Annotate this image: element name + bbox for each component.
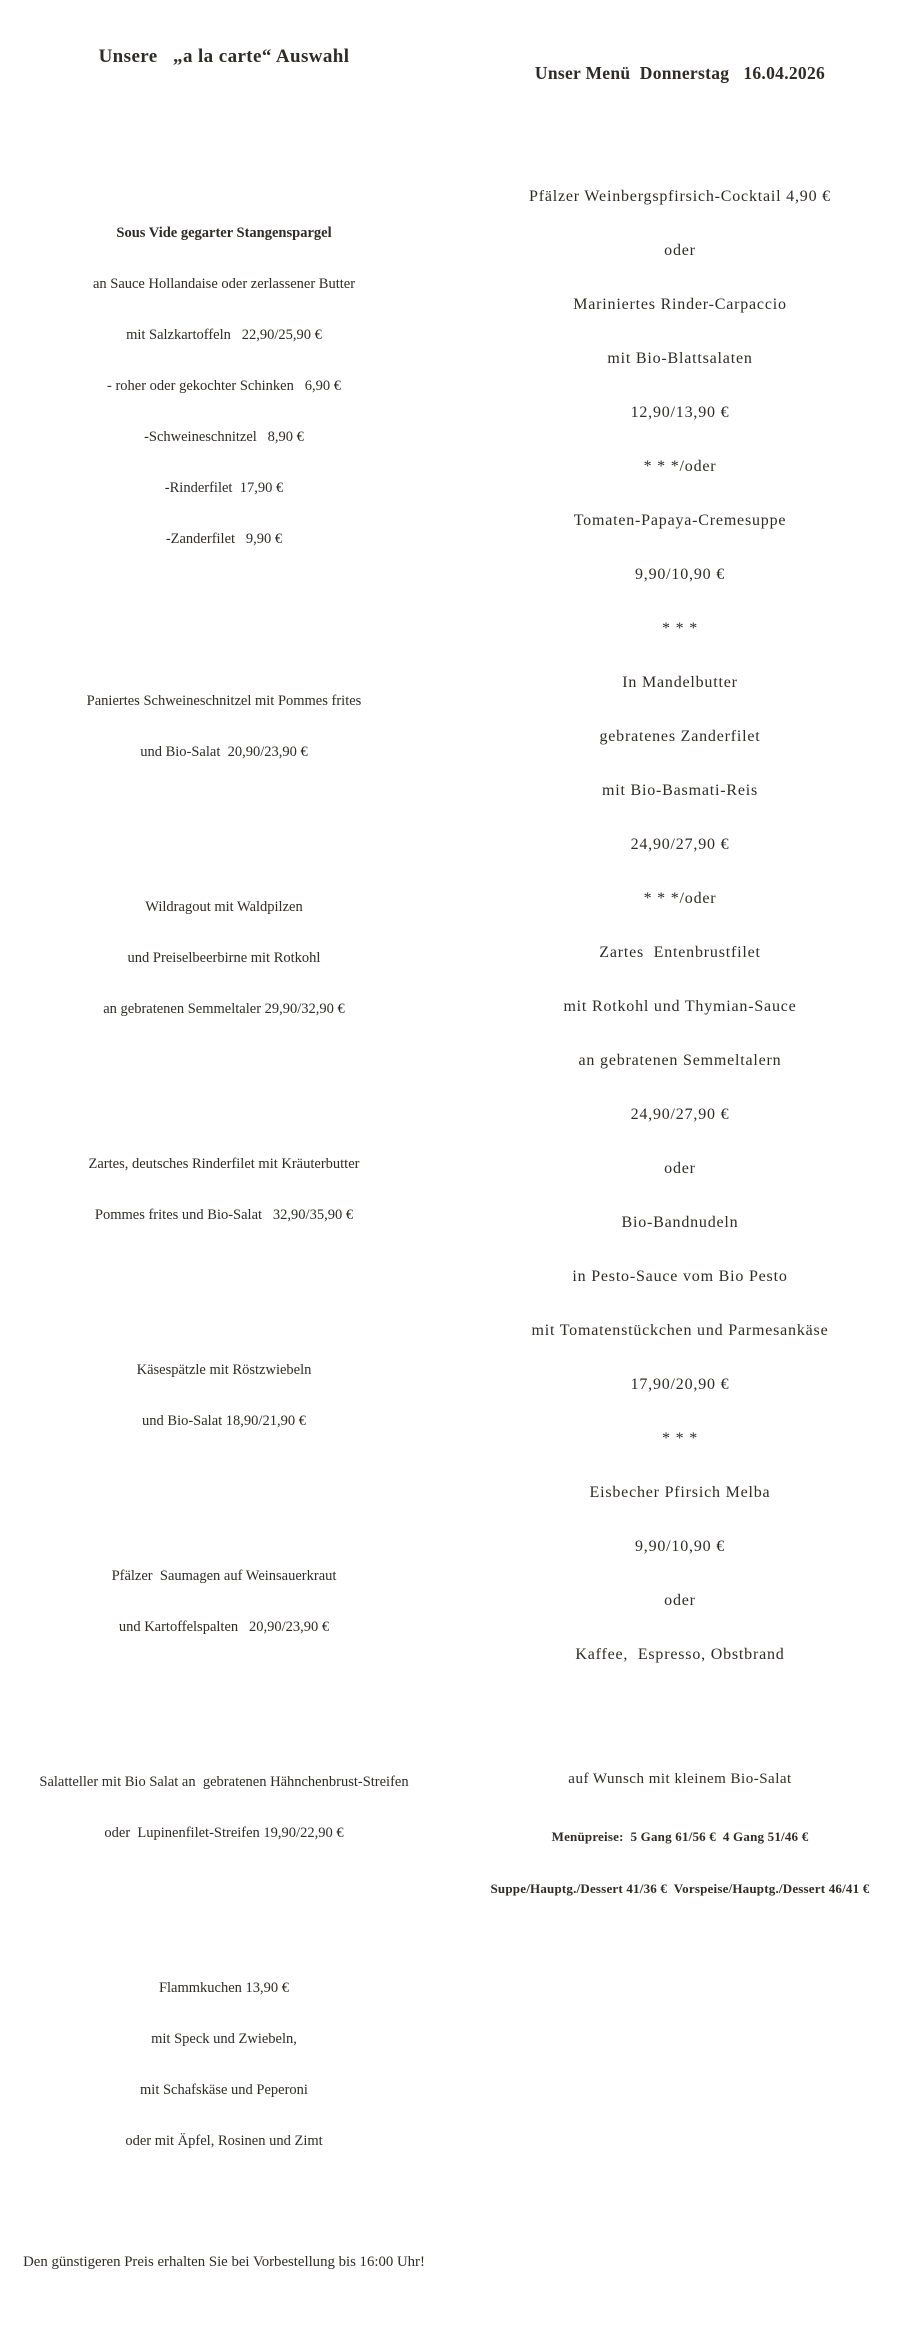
menu-line: -Zanderfilet 9,90 € (165, 531, 283, 547)
dish-name: Sous Vide gegarter Stangenspargel (116, 225, 332, 241)
menu-prices-line: Menüpreise: 5 Gang 61/56 € 4 Gang 51/46 € (551, 1829, 809, 1844)
menu-line: an gebratenen Semmeltaler 29,90/32,90 € (103, 1001, 345, 1017)
menu-line: Bio-Bandnudeln (621, 1214, 739, 1231)
menu-line: mit Speck und Zwiebeln, (151, 2031, 297, 2047)
menu-line: und Kartoffelspalten 20,90/23,90 € (118, 1619, 330, 1635)
menu-line: oder (664, 1592, 696, 1609)
dish-block-kaesespaetzle (0, 1328, 448, 1464)
daily-menu-body (460, 152, 900, 1700)
menu-line: 24,90/27,90 € (630, 836, 730, 853)
course-separator: * * */oder (643, 458, 717, 475)
a-la-carte-column (0, 0, 448, 2341)
menu-line: Pfälzer Weinbergspfirsich-Cocktail 4,90 € (529, 188, 831, 205)
dish-block-wildragout (0, 865, 448, 1052)
menu-line: Wildragout mit Waldpilzen (145, 899, 303, 915)
menu-line: Zartes Entenbrustfilet (599, 944, 761, 961)
menu-line: in Pesto-Sauce vom Bio Pesto (572, 1268, 788, 1285)
menu-line: und Bio-Salat 20,90/23,90 € (140, 744, 308, 760)
menu-line: 9,90/10,90 € (634, 566, 726, 583)
daily-menu-column (460, 0, 900, 1933)
menu-line: -Rinderfilet 17,90 € (164, 480, 284, 496)
menu-line: Zartes, deutsches Rinderfilet mit Kräuterbutter (88, 1156, 360, 1172)
menu-line: Pommes frites und Bio-Salat 32,90/35,90 € (94, 1207, 354, 1223)
menu-line: mit Bio-Basmati-Reis (602, 782, 758, 799)
menu-line: In Mandelbutter (622, 674, 738, 691)
menu-line: oder (664, 242, 696, 259)
menu-line: oder mit Äpfel, Rosinen und Zimt (125, 2133, 323, 2149)
menu-line: gebratenes Zanderfilet (599, 728, 761, 745)
menu-line: mit Rotkohl und Thymian-Sauce (563, 998, 797, 1015)
course-separator: * * * (662, 620, 698, 637)
menu-line: Mariniertes Rinder-Carpaccio (573, 296, 787, 313)
menu-line: 12,90/13,90 € (630, 404, 730, 421)
menu-line: mit Schafskäse und Peperoni (140, 2082, 308, 2098)
menu-line: Paniertes Schweineschnitzel mit Pommes frites (86, 693, 362, 709)
menu-line: Flammkuchen 13,90 € (158, 1980, 290, 1996)
dish-block-salatteller (0, 1740, 448, 1876)
menu-line: an Sauce Hollandaise oder zerlassener Butter (92, 276, 356, 292)
menu-line: Eisbecher Pfirsich Melba (589, 1484, 771, 1501)
menu-line: oder (664, 1160, 696, 1177)
dish-block-rinderfilet (0, 1122, 448, 1258)
menu-line: Pfälzer Saumagen auf Weinsauerkraut (111, 1568, 337, 1584)
dish-block-flammkuchen (0, 1946, 448, 2184)
menu-line: Kaffee, Espresso, Obstbrand (575, 1646, 785, 1663)
dish-block-stangenspargel (0, 191, 448, 582)
menu-line: - roher oder gekochter Schinken 6,90 € (107, 378, 341, 394)
bio-salat-note: auf Wunsch mit kleinem Bio-Salat (568, 1771, 792, 1787)
menu-line: mit Bio-Blattsalaten (607, 350, 753, 367)
menu-line: und Bio-Salat 18,90/21,90 € (142, 1413, 306, 1429)
menu-line: und Preiselbeerbirne mit Rotkohl (127, 950, 321, 966)
menu-line: an gebratenen Semmeltalern (578, 1052, 782, 1069)
a-la-carte-title: Unsere „a la carte“ Auswahl (98, 46, 350, 67)
menu-line: -Schweineschnitzel 8,90 € (144, 429, 304, 445)
menu-line: 9,90/10,90 € (634, 1538, 726, 1555)
a-la-carte-body (0, 140, 448, 2305)
menu-line: Salatteller mit Bio Salat an gebratenen Hähnchenbrust-Streifen (39, 1774, 409, 1790)
menu-prices-line: Suppe/Hauptg./Dessert 41/36 € Vorspeise/Hauptg./Dessert 46/41 € (490, 1881, 870, 1896)
menu-line: mit Salzkartoffeln 22,90/25,90 € (126, 327, 322, 343)
menu-line: Tomaten-Papaya-Cremesuppe (573, 512, 787, 529)
course-separator: * * */oder (643, 890, 717, 907)
course-separator: * * * (662, 1430, 698, 1447)
menu-line: Käsespätzle mit Röstzwiebeln (136, 1362, 312, 1378)
menu-line: mit Tomatenstückchen und Parmesankäse (531, 1322, 829, 1339)
dish-block-saumagen (0, 1534, 448, 1670)
preorder-discount-note: Den günstigeren Preis erhalten Sie bei Vorbestellung bis 16:00 Uhr! (23, 2254, 425, 2270)
menu-line: 24,90/27,90 € (630, 1106, 730, 1123)
menu-line: oder Lupinenfilet-Streifen 19,90/22,90 € (104, 1825, 344, 1841)
menu-line: 17,90/20,90 € (630, 1376, 730, 1393)
dish-block-schnitzel (0, 659, 448, 795)
daily-menu-title: Unser Menü Donnerstag 16.04.2026 (534, 63, 826, 83)
